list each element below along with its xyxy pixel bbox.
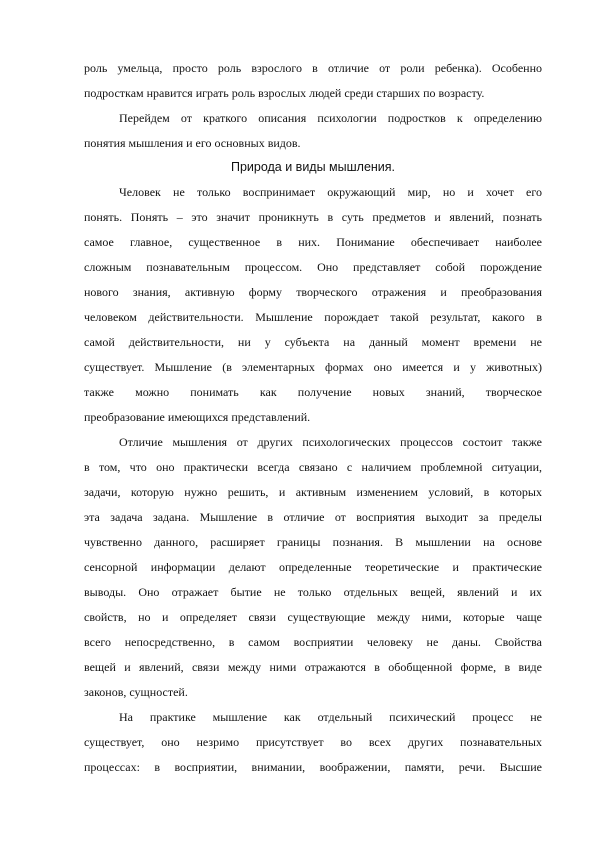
text-line: существует, оно незримо присутствует во всех других познавательных — [84, 735, 542, 749]
text-line: задачи, которую нужно решить, и активным изменением условий, в которых — [84, 485, 542, 499]
text-line: На практике мышление как отдельный психический процесс не — [119, 710, 542, 724]
text-line: законов, сущностей. — [84, 685, 188, 699]
text-line: Отличие мышления от других психологических процессов состоит также — [119, 435, 542, 449]
text-line: Человек не только воспринимает окружающий мир, но и хочет его — [119, 185, 542, 199]
text-line: также можно понимать как получение новых знаний, творческое — [84, 385, 542, 399]
text-line: понятия мышления и его основных видов. — [84, 136, 301, 150]
text-line: подросткам нравится играть роль взрослых людей среди старших по возрасту. — [84, 86, 485, 100]
text-line: существует. Мышление (в элементарных формах оно имеется и у животных) — [84, 360, 542, 374]
text-line: процессах: в восприятии, внимании, воображении, памяти, речи. Высшие — [84, 760, 542, 774]
text-line: сенсорной информации делают определенные теоретические и практические — [84, 560, 542, 574]
text-line: свойств, но и определяет связи существующие между ними, которые чаще — [84, 610, 542, 624]
text-line: в том, что оно практически всегда связано с наличием проблемной ситуации, — [84, 460, 542, 474]
text-line: вещей и явлений, связи между ними отражаются в обобщенной форме, в виде — [84, 660, 542, 674]
text-line: Перейдем от краткого описания психологии подростков к определению — [119, 111, 542, 125]
text-line: роль умельца, просто роль взрослого в отличие от роли ребенка). Особенно — [84, 61, 542, 75]
text-line: самое главное, существенное в них. Понимание обеспечивает наиболее — [84, 235, 542, 249]
text-line: самой действительности, ни у субъекта на данный момент времени не — [84, 335, 542, 349]
text-line: преобразование имеющихся представлений. — [84, 410, 311, 424]
text-line: эта задача задана. Мышление в отличие от восприятия выходит за пределы — [84, 510, 542, 524]
text-line: понять. Понять – это значит проникнуть в суть предметов и явлений, познать — [84, 210, 542, 224]
text-line: всего непосредственно, в самом восприятии человеку не даны. Свойства — [84, 635, 542, 649]
text-line: нового знания, активную форму творческого отражения и преобразования — [84, 285, 542, 299]
text-line: чувственно данного, расширяет границы познания. В мышлении на основе — [84, 535, 542, 549]
text-line: выводы. Оно отражает бытие не только отдельных вещей, явлений и их — [84, 585, 542, 599]
section-heading: Природа и виды мышления. — [230, 160, 396, 174]
text-line: сложным познавательным процессом. Оно представляет собой порождение — [84, 260, 542, 274]
text-line: человеком действительности. Мышление порождает такой результат, какого в — [84, 310, 542, 324]
